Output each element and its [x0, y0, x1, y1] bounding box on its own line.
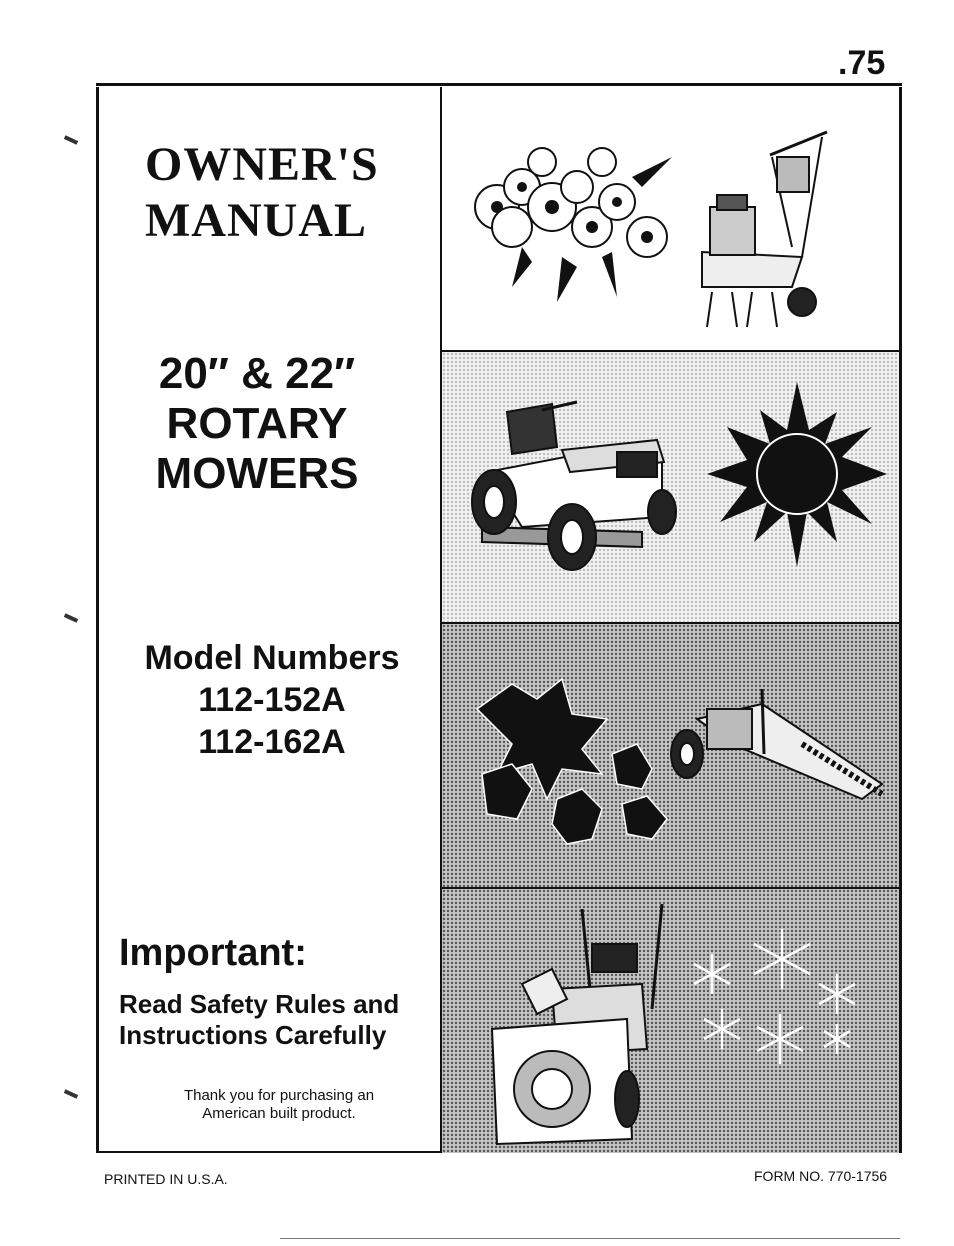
tractor-sun-illustration — [442, 352, 899, 622]
margin-tick — [64, 613, 78, 623]
cover-frame — [96, 87, 902, 1153]
margin-tick — [64, 135, 78, 145]
important-heading: Important: — [119, 932, 307, 974]
product-line: ROTARY — [166, 399, 348, 448]
thank-you-note — [129, 1087, 429, 1123]
flowers-tiller-illustration — [442, 87, 899, 350]
manual-title — [145, 137, 379, 249]
margin-tick — [64, 1089, 78, 1099]
leaves-chipper-illustration — [442, 624, 899, 887]
product-line: 20″ & 22″ — [158, 349, 356, 398]
fall-tile — [442, 622, 899, 887]
sun-disc — [757, 434, 837, 514]
bottom-rule — [280, 1238, 900, 1239]
product-name — [99, 349, 445, 499]
model-number: 112-152A — [198, 681, 346, 719]
spring-tile — [442, 87, 899, 352]
thanks-line: American built product. — [202, 1105, 356, 1122]
summer-tile — [442, 352, 899, 622]
top-rule — [96, 83, 902, 86]
printed-in-label: PRINTED IN U.S.A. — [104, 1171, 228, 1187]
model-number: 112-162A — [198, 723, 346, 761]
title-line: OWNER'S — [145, 138, 379, 191]
tiller-icon — [702, 132, 827, 327]
flower-icon — [475, 148, 667, 257]
product-line: MOWERS — [155, 449, 359, 498]
illustration-panel — [442, 87, 902, 1153]
winter-tile — [442, 887, 899, 1153]
corner-number: .75 — [838, 44, 886, 82]
form-number: FORM NO. 770-1756 — [754, 1168, 888, 1184]
models-label: Model Numbers — [144, 639, 400, 677]
text-panel — [96, 87, 442, 1153]
snowthrower-snowflakes-illustration — [442, 889, 899, 1153]
safety-line: Instructions Carefully — [119, 1020, 387, 1050]
model-numbers — [99, 637, 445, 763]
safety-notice — [119, 989, 399, 1051]
title-line: MANUAL — [145, 194, 367, 247]
safety-line: Read Safety Rules and — [119, 989, 400, 1019]
thanks-line: Thank you for purchasing an — [183, 1087, 375, 1104]
